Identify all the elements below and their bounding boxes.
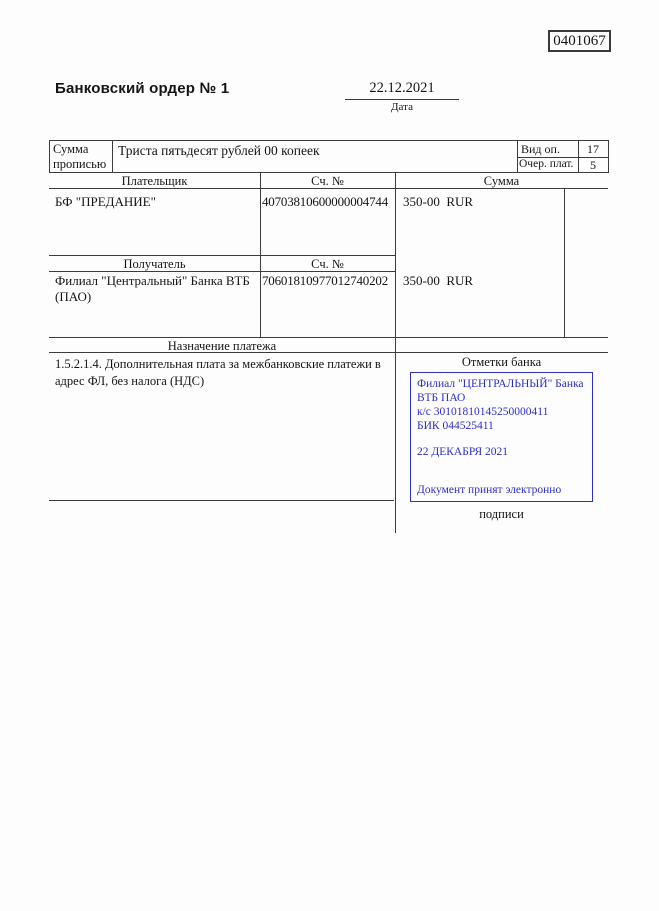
date-label: Дата	[391, 101, 413, 113]
table-border-optype-left	[517, 140, 518, 172]
payment-purpose-header: Назначение платежа	[167, 339, 277, 353]
payer-account-number: 40703810600000004744	[262, 194, 389, 209]
bank-stamp	[410, 372, 593, 502]
stamp-bank-name-line1: Филиал "ЦЕНТРАЛЬНЫЙ" Банка	[417, 378, 584, 390]
payee-column-header: Получатель	[123, 257, 186, 271]
form-code: 0401067	[553, 32, 606, 49]
table-border-amount-column-left	[395, 172, 396, 533]
stamp-bank-name-line2: ВТБ ПАО	[417, 392, 466, 404]
amount-in-words-value: Триста пятьдесят рублей 00 копеек	[118, 143, 320, 158]
table-border-sumlabel-divider	[112, 140, 113, 172]
payee-account-column-header: Сч. №	[311, 257, 344, 271]
operation-type-label: Вид оп.	[521, 142, 560, 156]
table-border-payee-header-top	[49, 255, 395, 256]
payer-account-column-header: Сч. №	[311, 174, 344, 188]
payment-purpose-text: 1.5.2.1.4. Дополнительная плата за межбанковские платежи в адрес ФЛ, без налога (НДС)	[55, 357, 381, 388]
form-code-box	[548, 30, 611, 52]
table-border-row1-bottom	[49, 172, 608, 173]
table-border-left	[49, 140, 50, 172]
signatures-label: подписи	[479, 507, 524, 521]
table-border-top	[49, 140, 608, 141]
stamp-corr-account: к/с 30101810145250000411	[417, 406, 549, 418]
payment-priority-value: 5	[590, 158, 596, 172]
payee-name: Филиал "Центральный" Банка ВТБ (ПАО)	[55, 273, 250, 304]
amount-in-words-label: Сумма прописью	[53, 142, 107, 171]
payer-name: БФ "ПРЕДАНИЕ"	[55, 194, 156, 209]
bank-marks-header: Отметки банка	[461, 355, 542, 369]
payer-column-header: Плательщик	[121, 174, 188, 188]
payee-amount: 350-00 RUR	[403, 273, 474, 288]
payment-priority-label: Очер. плат.	[519, 158, 574, 170]
amount-column-header: Сумма	[483, 174, 520, 188]
payee-account-number: 70601810977012740202	[262, 273, 389, 288]
operation-type-value: 17	[587, 142, 599, 156]
stamp-footer: Документ принят электронно	[417, 484, 562, 496]
page-title: Банковский ордер № 1	[55, 80, 230, 97]
date-value: 22.12.2021	[345, 80, 459, 100]
table-border-right	[608, 140, 609, 173]
stamp-bik: БИК 044525411	[417, 420, 494, 432]
payer-amount: 350-00 RUR	[403, 194, 474, 209]
table-border-amount-subcolumn	[564, 188, 565, 337]
table-border-purpose-bottom	[49, 500, 394, 501]
stamp-date: 22 ДЕКАБРЯ 2021	[417, 446, 509, 458]
table-border-purpose-top	[49, 337, 608, 338]
table-border-account-column-left	[260, 172, 261, 337]
